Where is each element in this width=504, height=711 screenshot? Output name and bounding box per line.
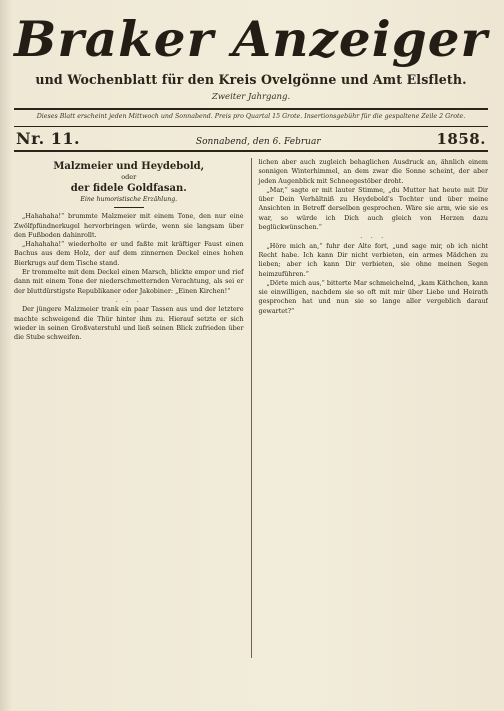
left-column: [14, 158, 251, 658]
right-paragraph: „Höre mich an,“ fuhr der Alte fort, „und sage mir, ob ich nicht Recht habe. Ich kann Dir nicht verbieten, ein armes Mädchen zu lieben; aber ich kann Dir verbieten, sie ohne meinen Segen heimzuführen.“: [258, 241, 488, 278]
right-column: [251, 158, 489, 658]
left-paragraph: „Hahahaha!“ wiederholte er und faßte mit kräftiger Faust einen Bachus aus dem Holz, der auf dem zinnernen Deckel eines hohen Bierkrugs auf dem Tische stand.: [14, 240, 244, 267]
omitted-text-marker: . . .: [115, 295, 142, 304]
masthead-title: Braker Anzeiger: [14, 10, 488, 68]
volume-label: Zweiter Jahrgang.: [211, 92, 291, 102]
article-columns: [14, 158, 488, 658]
issue-number: Nr. 11.: [16, 129, 81, 148]
right-paragraph: lichen aber auch zugleich behaglichen Ausdruck an, ähnlich einem sonnigen Winterhimmel, an dem zwar die Sonne scheint, der aber jeden Augenblick mit Schneegestöber droht.: [258, 158, 488, 185]
story-rule: [114, 207, 144, 208]
issue-year: 1858.: [436, 130, 486, 148]
issue-rule: [14, 150, 488, 152]
story-title-2: der fidele Goldfasan.: [70, 183, 187, 194]
story-subtitle: Eine humoristische Erzählung.: [80, 196, 178, 203]
issue-line: [14, 127, 488, 149]
left-paragraph: Er trommelte mit dem Deckel einen Marsch, blickte empor und rief dann mit einem Tone der niederschmetternden Verachtung, als sei er der bluttdürstigste Republikaner oder Jakobiner: „Einen Kirchen!“: [14, 268, 244, 295]
left-paragraph: „Hahahaha!“ brummte Malzmeier mit einem Tone, den nur eine Zwölfpfündnerkugel hervorbringen würde, wenn sie langsam über den Fußboden dahinrollt.: [14, 212, 244, 239]
story-title: Malzmeier und Heydebold,: [53, 161, 205, 172]
left-paragraph: Der jüngere Malzmeier trank ein paar Tassen aus und der letztere machte schweigend die Thür hinter ihm zu. Hierauf setzte er sich wieder in seinen Großvaterstuhl und ließ seinen Blick zufrieden über die Stube schweifen.: [14, 305, 244, 342]
publication-notice: Dieses Blatt erscheint jeden Mittwoch und Sonnabend. Preis pro Quartal 15 Grote. Insertionsgebühr für die gespaltene Zeile 2 Grote.: [36, 113, 466, 120]
right-paragraph: „Dörte mich aus,“ bitterte Mar schmeichelnd, „kam Käthchen, kann sie einwilligen, nachdem sie so oft mit mir über Liebe und Heirath gesprochen hat und nun sie so lange aller vergeblich darauf gewartet?“: [258, 278, 488, 315]
issue-date: Sonnabend, den 6. Februar: [195, 137, 321, 147]
masthead-subtitle: und Wochenblatt für den Kreis Ovelgönne und Amt Elsfleth.: [35, 72, 467, 87]
omitted-text-marker: . . .: [360, 232, 387, 241]
story-oder: oder: [121, 173, 137, 181]
right-paragraph: „Mar,“ sagte er mit lauter Stimme, „du Mutter hat heute mit Dir über Dein Verhältniß zu Heydebold's Tochter und über meine Ansichten in Betreff derselben gesprochen. Wäre sie arm, wie sie es war, so würde ich Dich auch gleich von Herzen dazu beglückwünschen.“: [258, 185, 488, 232]
